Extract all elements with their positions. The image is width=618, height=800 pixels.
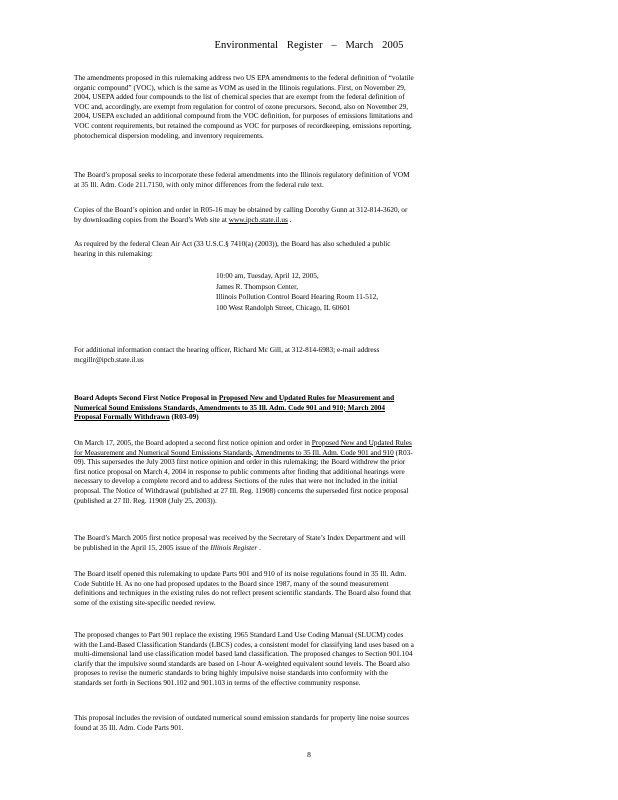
address-line: Illinois Pollution Control Board Hearing Room 11-512, [216,292,379,302]
heading-fragment: (R03-09) [171,412,199,422]
paragraph-voc-amendments [74,73,540,140]
address-line: 10:00 am, Tuesday, April 12, 2005, [216,271,319,280]
heading-link[interactable]: Proposal Formally Withdrawn [74,412,170,422]
text-fragment: by downloading copies from the Board’s Web site at [74,214,227,224]
text-line: As required by the federal Clean Air Act (33 U.S.C.§ 7410(a) (2003)), the Board has also scheduled a public [74,239,391,248]
text-line [74,438,540,448]
text-line: This proposal includes the revision of outdated numerical sound emission standards for property line noise sources [74,713,409,722]
heading-line [74,412,540,422]
text-fragment: . [259,542,261,552]
text-line: 2004, USEPA added four compounds to the list of chemical species that are exempt from the federal definition of [74,92,405,102]
paragraph-board-proposal [74,170,540,189]
text-fragment: . [289,214,292,224]
text-line: standards set forth in Sections 901.102 and 901.103 in terms of the effective community response. [74,677,361,687]
board-website-link[interactable]: www.ipcb.state.il.us [228,214,288,224]
text-line: The amendments proposed in this rulemaking address two US EPA amendments to the federal definition of “volatile [74,73,414,82]
paragraph-copies [74,205,540,224]
text-line: Copies of the Board’s opinion and order in R05-16 may be obtained by calling Dorothy Gunn at 312-814-3620, or [74,205,408,214]
text-line: organic compound” (VOC), which is the same as VOM as used in the Illinois regulations. First, on November 29, [74,82,406,92]
text-line: necessary to develop a complete record and to address Sections of the rules that were not included in the initial [74,476,398,486]
illinois-register-title: Illinois Register [210,542,258,552]
heading-line [74,393,540,403]
text-line: 09). This supersedes the July 2003 first notice opinion and order in this rulemaking; the Board withdrew the prior [74,457,406,467]
proposal-link[interactable]: Proposed New and Updated Rules [311,438,412,447]
text-line: The Board’s proposal seeks to incorporate these federal amendments into the Illinois regulatory definition of VOM [74,170,410,179]
paragraph-noise-regulations [74,569,540,607]
heading-fragment: Board Adopts Second First Notice Proposal in [74,393,217,402]
text-line: VOC and, accordingly, are exempt from regulation for control of ozone precursors. Second, also on November 29, [74,101,409,111]
paragraph-second-first-notice [74,438,540,505]
text-line: For additional information contact the hearing officer, Richard Mc Gill, at 312-814-6983; e-mail address [74,345,380,354]
text-line: some of the existing site-specific needed review. [74,597,216,607]
paragraph-publication [74,533,540,552]
text-line: first notice proposal on March 4, 2004 in response to public comments after finding that additional hearings were [74,466,405,476]
text-line: 2004, USEPA excluded an additional compound from the VOC definition, for purposes of emissions limitations and [74,111,413,121]
text-fragment: (R03- [395,447,413,457]
text-fragment: On March 17, 2005, the Board adopted a second first notice opinion and order in [74,438,310,447]
text-line: proposes to revise the numeric standards to bring highly impulsive noise standards into conformity with the [74,668,388,678]
paragraph-contact [74,345,540,364]
text-line: definitions and techniques in the existing rules do not reflect present scientific standards. The Board also found that [74,588,412,598]
section-heading [74,393,540,422]
text-line: mcgillr@ipcb.state.il.us [74,354,144,364]
heading-link[interactable]: Numerical Sound Emissions Standards, Amendments to 35 Ill. Adm. Code 901 and 910; March 2004 [74,402,386,412]
page-header: Environmental Register – March 2005 [214,40,404,51]
hearing-address-block [216,271,378,313]
paragraph-revision [74,713,540,732]
text-line [74,215,540,225]
page-number: 8 [307,750,311,759]
text-line: The proposed changes to Part 901 replace the existing 1965 Standard Land Use Coding Manual (SLUCM) codes [74,630,404,639]
text-line: hearing in this rulemaking: [74,248,153,258]
text-line: found at 35 Ill. Adm. Code Parts 901. [74,722,184,732]
text-line [74,543,540,553]
address-line: James R. Thompson Center, [216,281,299,291]
text-line: Code Subtitle H. As no one had proposed updates to the Board since 1987, many of the sound measurement [74,578,389,588]
text-line: clarify that the impulsive sound standards are based on 1-hour A-weighted equivalent sound levels. The Board also [74,658,410,668]
text-line: photochemical dispersion modeling, and inventory requirements. [74,130,264,140]
text-fragment: be published in the April 15, 2005 issue of the [74,542,209,552]
text-line: (published at 27 Ill. Reg. 11908 (July 25, 2003)). [74,495,217,505]
text-line: The Board itself opened this rulemaking to update Parts 901 and 910 of its noise regulations found in 35 Ill. Adm. [74,569,407,578]
text-line: multi-dimensional land use classification model based land classification. The proposed changes to Section 901.104 [74,649,413,659]
text-line: The Board’s March 2005 first notice proposal was received by the Secretary of State’s Index Department and will [74,533,406,542]
text-line [74,448,540,458]
proposal-link[interactable]: for Measurement and Numerical Sound Emissions Standards, Amendments to 35 Ill. Adm. Code 901 and 910 [74,447,394,457]
paragraph-hearing-schedule [74,239,540,258]
paragraph-proposed-changes [74,630,540,688]
text-line: with the Land-Based Classification Standards (LBCS) codes, a consistent model for classifying land uses based on a [74,639,414,649]
text-line: at 35 Ill. Adm. Code 211.7150, with only minor differences from the federal rule text. [74,179,324,189]
text-line: VOC content requirements, but retained the compound as VOC for purposes of recordkeeping, emissions reporting, [74,120,412,130]
heading-link[interactable]: Proposed New and Updated Rules for Measurement and [218,393,395,402]
address-line: 100 West Randolph Street, Chicago, IL 60601 [216,302,351,312]
text-line: proposal. The Notice of Withdrawal (published at 27 Ill. Reg. 11908) concerns the superseded first notice proposal [74,485,409,495]
